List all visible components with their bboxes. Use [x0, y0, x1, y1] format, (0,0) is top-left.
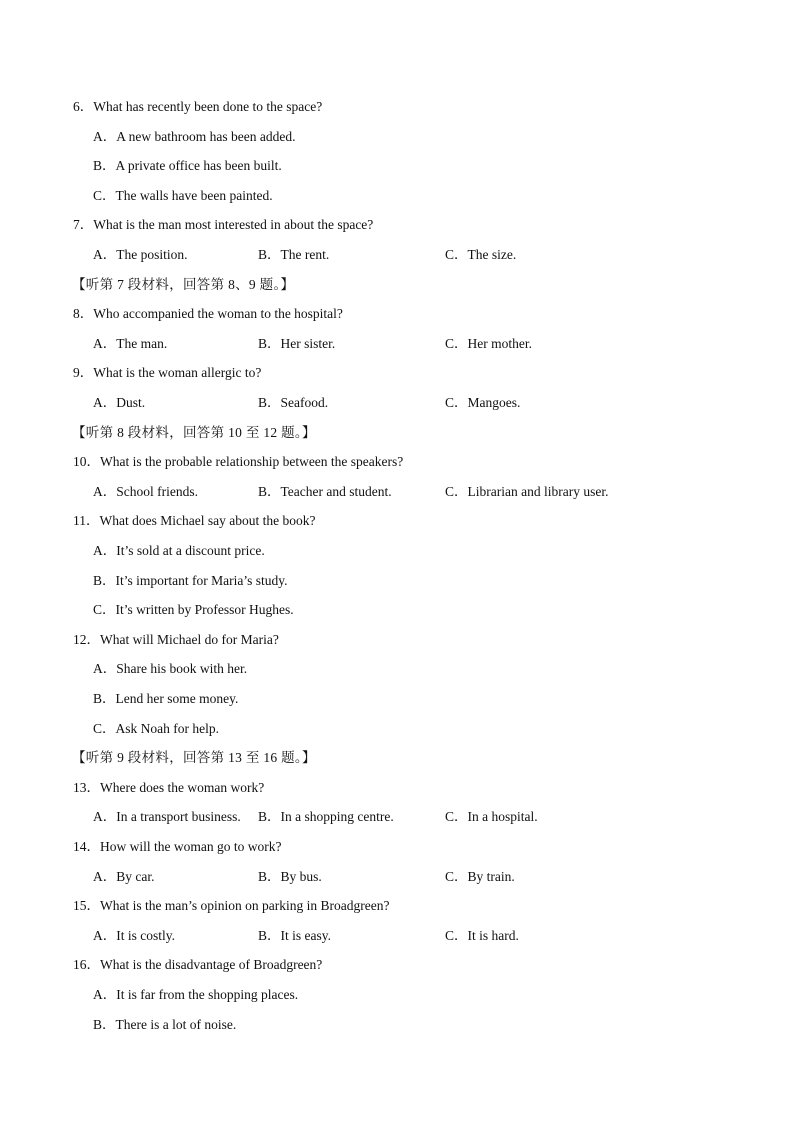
answer-option-c: C．Mangoes.	[445, 395, 521, 410]
question-text: 13．Where does the woman work?	[73, 780, 265, 795]
question-text: 8．Who accompanied the woman to the hospital?	[73, 306, 343, 321]
question-text: 9．What is the woman allergic to?	[73, 365, 262, 380]
section-instruction: 【听第 8 段材料，回答第 10 至 12 题。】	[72, 425, 316, 440]
answer-options-row	[93, 483, 693, 501]
answer-option-a: A．It is costly.	[93, 928, 175, 943]
answer-option: C．The walls have been painted.	[93, 188, 273, 203]
answer-option-c: C．Librarian and library user.	[445, 484, 609, 499]
question-text: 15．What is the man’s opinion on parking in Broadgreen?	[73, 898, 390, 913]
answer-options-row	[93, 246, 693, 264]
question-text: 6．What has recently been done to the space?	[73, 99, 323, 114]
answer-option: A．It is far from the shopping places.	[93, 987, 299, 1002]
answer-option-c: C．The size.	[445, 247, 517, 262]
answer-option-c: C．It is hard.	[445, 928, 519, 943]
answer-option: B．A private office has been built.	[93, 158, 282, 173]
answer-option-c: C．Her mother.	[445, 336, 532, 351]
answer-option-a: A．The position.	[93, 247, 188, 262]
answer-option-c: C．In a hospital.	[445, 809, 538, 824]
answer-option-b: B．Her sister.	[258, 336, 336, 351]
question-text: 12．What will Michael do for Maria?	[73, 632, 279, 647]
answer-option-b: B．It is easy.	[258, 928, 331, 943]
answer-option: B．There is a lot of noise.	[93, 1017, 237, 1032]
question-text: 14．How will the woman go to work?	[73, 839, 282, 854]
answer-option-a: A．School friends.	[93, 484, 198, 499]
answer-option-b: B．Seafood.	[258, 395, 329, 410]
answer-option-b: B．Teacher and student.	[258, 484, 392, 499]
answer-option-b: B．In a shopping centre.	[258, 809, 394, 824]
answer-option-a: A．By car.	[93, 869, 155, 884]
answer-option-c: C．By train.	[445, 869, 515, 884]
answer-option: B．It’s important for Maria’s study.	[93, 573, 288, 588]
question-text: 7．What is the man most interested in about the space?	[73, 217, 374, 232]
answer-option-a: A．In a transport business.	[93, 809, 241, 824]
question-text: 11．What does Michael say about the book?	[73, 513, 316, 528]
answer-option: C．Ask Noah for help.	[93, 721, 219, 736]
answer-option: A．Share his book with her.	[93, 661, 248, 676]
section-instruction: 【听第 9 段材料，回答第 13 至 16 题。】	[72, 750, 316, 765]
answer-option-a: A．The man.	[93, 336, 168, 351]
answer-option-b: B．By bus.	[258, 869, 322, 884]
answer-option: C．It’s written by Professor Hughes.	[93, 602, 294, 617]
answer-option-a: A．Dust.	[93, 395, 146, 410]
answer-options-row	[93, 335, 693, 353]
answer-options-row	[93, 927, 693, 945]
question-text: 16．What is the disadvantage of Broadgreen?	[73, 957, 323, 972]
answer-options-row	[93, 394, 693, 412]
answer-option: B．Lend her some money.	[93, 691, 239, 706]
answer-options-row	[93, 868, 693, 886]
section-instruction: 【听第 7 段材料，回答第 8、9 题。】	[72, 277, 295, 292]
question-text: 10．What is the probable relationship between the speakers?	[73, 454, 404, 469]
answer-options-row	[93, 808, 693, 826]
answer-option: A．It’s sold at a discount price.	[93, 543, 265, 558]
answer-option-b: B．The rent.	[258, 247, 330, 262]
answer-option: A．A new bathroom has been added.	[93, 129, 296, 144]
